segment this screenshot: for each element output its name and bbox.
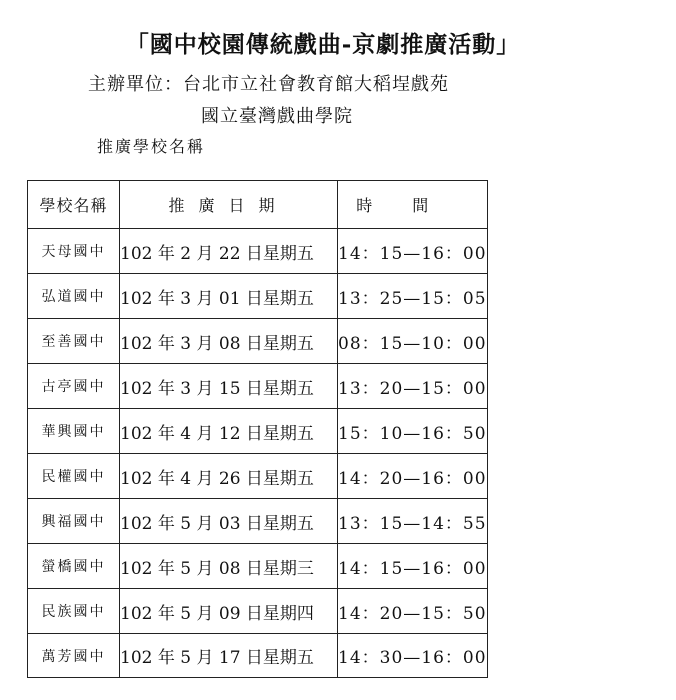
table-row <box>28 634 488 678</box>
date-cell: 102 年 4 月 12 日星期五 <box>120 409 338 454</box>
table-row <box>28 229 488 274</box>
time-cell: 13：15—14：55 <box>338 499 488 544</box>
time-cell: 13：20—15：00 <box>338 364 488 409</box>
table-row <box>28 364 488 409</box>
header-school: 學校名稱 <box>28 181 120 229</box>
table-row <box>28 454 488 499</box>
school-cell: 民權國中 <box>28 454 120 499</box>
school-cell: 興福國中 <box>28 499 120 544</box>
time-cell: 14：15—16：00 <box>338 544 488 589</box>
table-row <box>28 499 488 544</box>
school-cell: 古亭國中 <box>28 364 120 409</box>
table-header-row <box>28 181 488 229</box>
organizer-line: 主辦單位：台北市立社會教育館大稻埕戲苑 <box>88 74 449 95</box>
school-cell: 萬芳國中 <box>28 634 120 678</box>
document-title: 「國中校園傳統戲曲-京劇推廣活動」 <box>125 31 521 58</box>
time-cell: 15：10—16：50 <box>338 409 488 454</box>
schedule-table <box>27 180 488 678</box>
school-cell: 民族國中 <box>28 589 120 634</box>
school-cell: 華興國中 <box>28 409 120 454</box>
header-time: 時間 <box>338 181 488 229</box>
time-cell: 08：15—10：00 <box>338 319 488 364</box>
school-cell: 螢橋國中 <box>28 544 120 589</box>
date-cell: 102 年 5 月 03 日星期五 <box>120 499 338 544</box>
date-cell: 102 年 4 月 26 日星期五 <box>120 454 338 499</box>
table-row <box>28 589 488 634</box>
school-cell: 天母國中 <box>28 229 120 274</box>
date-cell: 102 年 3 月 15 日星期五 <box>120 364 338 409</box>
date-cell: 102 年 2 月 22 日星期五 <box>120 229 338 274</box>
school-cell: 至善國中 <box>28 319 120 364</box>
date-cell: 102 年 3 月 01 日星期五 <box>120 274 338 319</box>
time-cell: 13：25—15：05 <box>338 274 488 319</box>
table-row <box>28 409 488 454</box>
date-cell: 102 年 5 月 09 日星期四 <box>120 589 338 634</box>
school-list-label: 推廣學校名稱 <box>97 137 206 156</box>
date-cell: 102 年 3 月 08 日星期五 <box>120 319 338 364</box>
table-row <box>28 274 488 319</box>
table-row <box>28 544 488 589</box>
school-cell: 弘道國中 <box>28 274 120 319</box>
table-row <box>28 319 488 364</box>
time-cell: 14：30—16：00 <box>338 634 488 678</box>
time-cell: 14：15—16：00 <box>338 229 488 274</box>
date-cell: 102 年 5 月 17 日星期五 <box>120 634 338 678</box>
organizer-line-2: 國立臺灣戲曲學院 <box>201 106 353 127</box>
time-cell: 14：20—15：50 <box>338 589 488 634</box>
header-date: 推廣日期 <box>120 181 338 229</box>
date-cell: 102 年 5 月 08 日星期三 <box>120 544 338 589</box>
time-cell: 14：20—16：00 <box>338 454 488 499</box>
